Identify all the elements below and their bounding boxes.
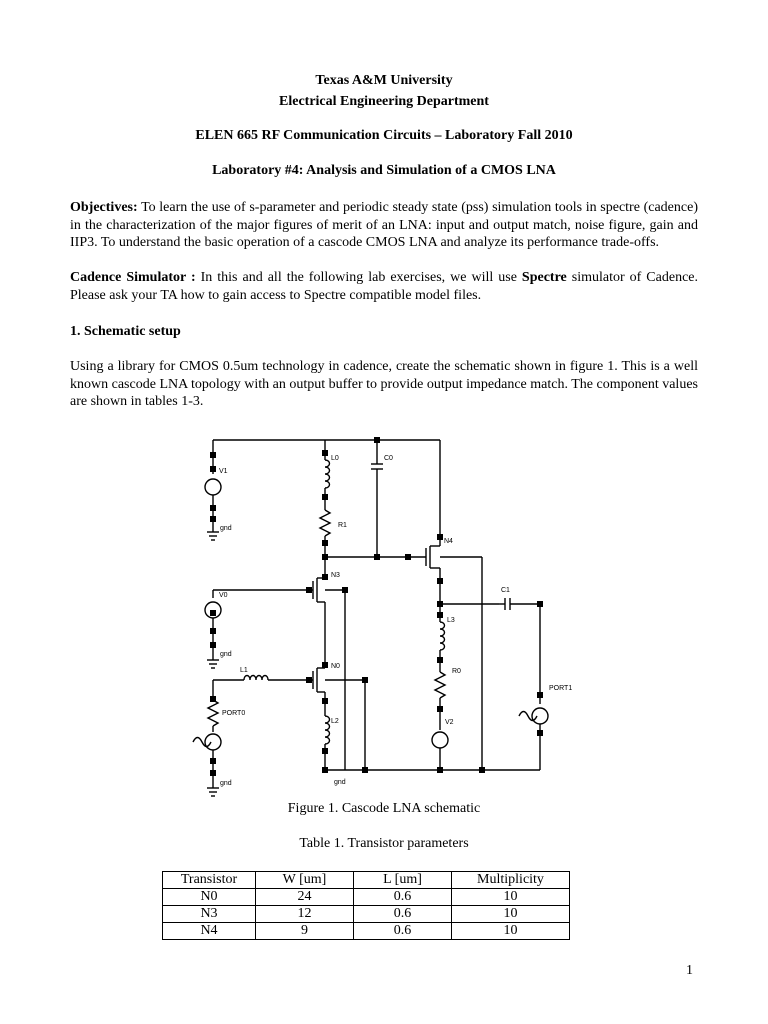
table-cell: 0.6 <box>354 923 452 940</box>
lab-title: Laboratory #4: Analysis and Simulation of a CMOS LNA <box>212 163 556 178</box>
table-cell: N4 <box>163 923 256 940</box>
course-title: ELEN 665 RF Communication Circuits – Laboratory Fall 2010 <box>195 128 573 143</box>
table-cell: 0.6 <box>354 889 452 906</box>
label-n0: N0 <box>331 663 340 670</box>
table-header-row <box>163 872 570 889</box>
label-r1: R1 <box>338 522 347 529</box>
objectives-label: Objectives: <box>70 200 138 215</box>
table-cell: N3 <box>163 906 256 923</box>
figure-caption: Figure 1. Cascode LNA schematic <box>287 801 481 816</box>
label-n3: N3 <box>331 572 340 579</box>
label-gnd-d: gnd <box>220 780 232 787</box>
spectre-word: Spectre <box>521 270 567 285</box>
table-cell: 0.6 <box>354 906 452 923</box>
label-gnd-c: gnd <box>334 779 346 786</box>
table-row <box>163 889 570 906</box>
table-header-cell: Multiplicity <box>452 872 570 889</box>
label-gnd-b: gnd <box>220 651 232 658</box>
table-header-cell: W [um] <box>256 872 354 889</box>
label-r0: R0 <box>452 668 461 675</box>
label-port1: PORT1 <box>549 685 573 692</box>
department-title: Electrical Engineering Department <box>279 94 489 109</box>
section-heading: 1. Schematic setup <box>70 324 181 339</box>
label-v1: V1 <box>219 468 228 475</box>
cadence-text-before: In this and all the following lab exercises, we will use <box>195 270 522 285</box>
table-cell: N0 <box>163 889 256 906</box>
table-caption: Table 1. Transistor parameters <box>299 836 469 851</box>
label-c1: C1 <box>501 587 510 594</box>
label-l2: L2 <box>331 718 339 725</box>
table-header-cell: L [um] <box>354 872 452 889</box>
label-l1: L1 <box>240 667 248 674</box>
cadence-text-after: simulator of Cadence. Please ask your TA how to gain access to Spectre compatible model files. <box>70 270 698 303</box>
label-l3: L3 <box>447 617 455 624</box>
cadence-label: Cadence Simulator : <box>70 270 196 285</box>
table-cell: 24 <box>256 889 354 906</box>
table-cell: 10 <box>452 889 570 906</box>
label-l0: L0 <box>331 455 339 462</box>
label-c0: C0 <box>384 455 393 462</box>
university-title: Texas A&M University <box>315 73 453 88</box>
table-cell: 12 <box>256 906 354 923</box>
table-header-cell: Transistor <box>163 872 256 889</box>
label-n4: N4 <box>444 538 453 545</box>
page-number: 1 <box>686 963 693 978</box>
table-cell: 10 <box>452 906 570 923</box>
section-paragraph: Using a library for CMOS 0.5um technology in cadence, create the schematic shown in figure 1. This is a well known cascode LNA topology with an output buffer to provide output impedance match. The component values are shown in tables 1-3. <box>70 359 698 409</box>
table-cell: 9 <box>256 923 354 940</box>
objectives-text: To learn the use of s-parameter and periodic steady state (pss) simulation tools in spectre (cadence) in the characterization of the major figures of merit of an LNA: input and output match, noise figure, gain and IIP3. To understand the basic operation of a cascode CMOS LNA and analyze its performance trade-offs. <box>70 200 698 250</box>
label-v2: V2 <box>445 719 454 726</box>
label-v0: V0 <box>219 592 228 599</box>
transistor-table <box>162 871 570 940</box>
table-row <box>163 923 570 940</box>
table-row <box>163 906 570 923</box>
label-gnd-a: gnd <box>220 525 232 532</box>
table-cell: 10 <box>452 923 570 940</box>
label-port0: PORT0 <box>222 710 246 717</box>
